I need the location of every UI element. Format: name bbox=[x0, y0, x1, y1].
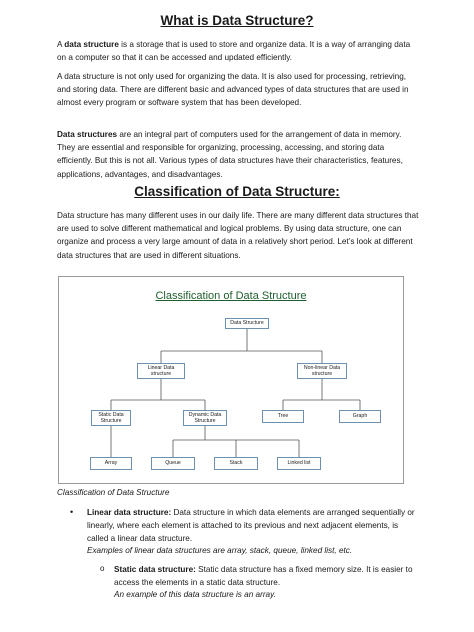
node-stack: Stack bbox=[214, 457, 258, 470]
node-static: Static Data Structure bbox=[91, 410, 131, 426]
figure-caption: Classification of Data Structure bbox=[57, 488, 170, 497]
p3-text: are an integral part of computers used for the arrangement of data in memory. They are essential and responsible for organizing, processing, accessing, and storing data efficiently. But this is not all. Various types of data structures have their characteristics, features, applications, advantages, and disadvantages. bbox=[57, 130, 403, 179]
static-example: An example of this data structure is an array. bbox=[114, 590, 276, 599]
node-tree: Tree bbox=[262, 410, 304, 423]
intro-paragraph-1 bbox=[57, 38, 419, 64]
diagram-connectors bbox=[59, 277, 403, 483]
bullet-marker: • bbox=[70, 507, 74, 517]
node-linear: Linear Data structure bbox=[137, 363, 185, 379]
node-data-structure: Data Structure bbox=[225, 318, 269, 329]
section-heading: Classification of Data Structure: bbox=[134, 184, 340, 199]
page-title: What is Data Structure? bbox=[160, 13, 314, 28]
node-linked-list: Linked list bbox=[277, 457, 321, 470]
p1-prefix: A bbox=[57, 40, 65, 49]
sub-bullet-marker: o bbox=[100, 564, 105, 573]
linear-description bbox=[87, 507, 417, 545]
linear-examples: Examples of linear data structures are array, stack, queue, linked list, etc. bbox=[87, 546, 353, 555]
static-text: Static data structure has a fixed memory size. It is easier to access the elements in a static data structure. bbox=[114, 565, 413, 587]
static-description bbox=[114, 564, 414, 590]
linear-term: Linear data structure: bbox=[87, 508, 172, 517]
p3-bold-term: Data structures bbox=[57, 130, 118, 139]
linear-text: Data structure in which data elements are arranged sequentially or linearly, where each element is attached to its previous and next adjacent elements, is called a linear data structure. bbox=[87, 508, 415, 543]
classification-diagram bbox=[58, 276, 404, 484]
node-graph: Graph bbox=[339, 410, 381, 423]
diagram-title: Classification of Data Structure bbox=[155, 290, 307, 302]
node-queue: Queue bbox=[151, 457, 195, 470]
intro-paragraph-3 bbox=[57, 128, 419, 181]
section-paragraph: Data structure has many different uses in our daily life. There are many different data structures that are used to solve different mathematical and logical problems. By using data structure, one can organize and process a very large amount of data in a relatively short period. Let’s look at different data structures that are used in different situations. bbox=[57, 211, 419, 260]
node-dynamic: Dynamic Data Structure bbox=[183, 410, 227, 426]
intro-paragraph-2: A data structure is not only used for organizing the data. It is also used for processing, retrieving, and storing data. There are different basic and advanced types of data structures that are used in almost every program or software system that has been developed. bbox=[57, 72, 409, 108]
p1-bold-term: data structure bbox=[64, 40, 119, 49]
node-array: Array bbox=[90, 457, 132, 470]
node-non-linear: Non-linear Data structure bbox=[297, 363, 347, 379]
p1-text: is a storage that is used to store and organize data. It is a way of arranging data on a computer so that it can be accessed and updated efficiently. bbox=[57, 40, 411, 63]
static-term: Static data structure: bbox=[114, 565, 196, 574]
